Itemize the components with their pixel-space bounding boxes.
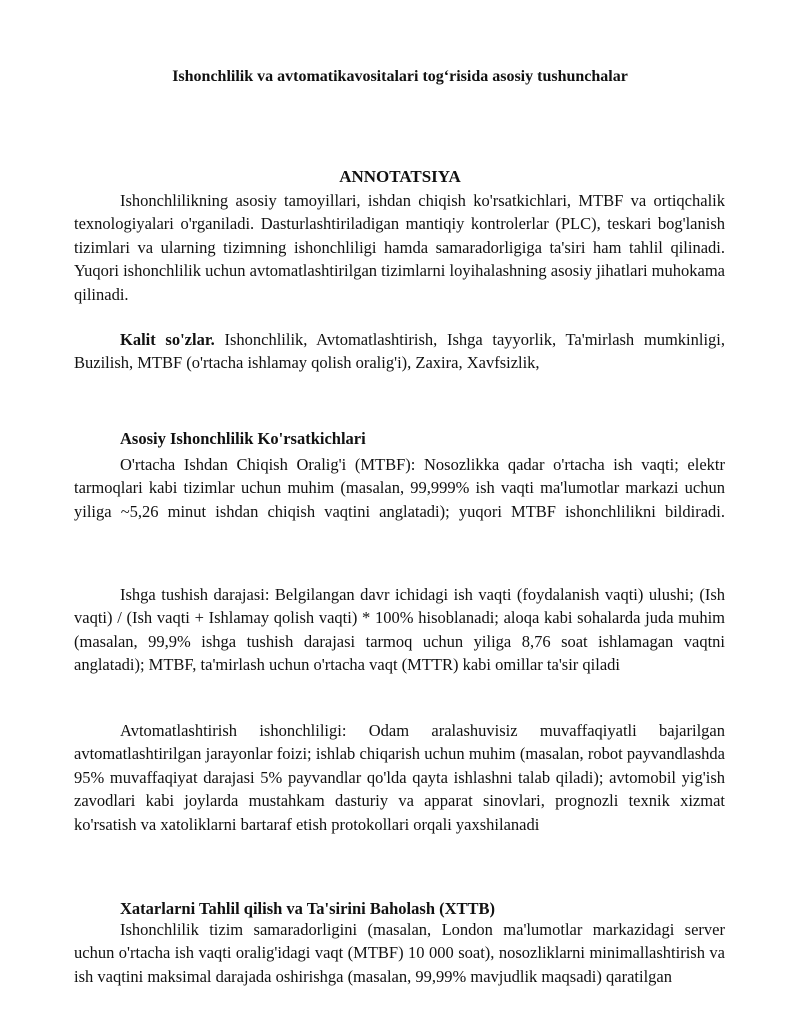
paragraph-mtbf: O'rtacha Ishdan Chiqish Oralig'i (MTBF): Nosozlikka qadar o'rtacha ish vaqti; elektr tarmoqlari kabi tizimlar uchun muhim (masalan, 99,999% ish vaqti ma'lumotlar markazi uchun yiliga ~5,26 minut ishdan chiqish vaqtini anglatadi); yuqori MTBF ishonchlilikni bildiradi. [74,455,725,521]
keywords-text: Ishonchlilik, Avtomatlashtirish, Ishga tayyorlik, Ta'mirlash mumkinligi, Buzilish, MTBF (o'rtacha ishlamay qolish oralig'i), Zaxira, Xavfsizlik, [74,330,725,373]
paragraph-availability: Ishga tushish darajasi: Belgilangan davr ichidagi ish vaqti (foydalanish vaqti) ulushi; (Ish vaqti) / (Ish vaqti + Ishlamay qolish vaqti) * 100% hisoblanadi; aloqa kabi sohalarda juda muhim (masalan, 99,9% ishga tushish darajasi tarmoq uchun yiliga 8,76 soat ishlamagan vaqtni anglatadi); MTBF, ta'mirlash uchun o'rtacha vaqt (MTTR) kabi omillar ta'sir qiladi [74,585,725,675]
keywords-paragraph [74,328,725,375]
paragraph-automation-reliability: Avtomatlashtirish ishonchliligi: Odam aralashuvisiz muvaffaqiyatli bajarilgan avtomatlashtirilgan jarayonlar foizi; ishlab chiqarish uchun muhim (masalan, robot payvandlashda 95% muvaffaqiyat darajasi 5% payvandlar qo'lda qayta ishlashni talab qiladi); avtomobil yig'ish zavodlari kabi joylarda mustahkam dasturiy va apparat sinovlari, prognozli texnik xizmat ko'rsatish va xatoliklarni bartaraf etish protokollari orqali yaxshilanadi [74,721,725,834]
keywords-label: Kalit so'zlar. [120,330,215,349]
annotation-paragraph: Ishonchlilikning asosiy tamoyillari, ishdan chiqish ko'rsatkichlari, MTBF va ortiqchalik texnologiyalari o'rganiladi. Dasturlashtiriladigan mantiqiy kontrolerlar (PLC), teskari bog'lanish tizimlari va ularning tizimning ishonchliligi hamda samaradorligiga ta'siri ham tahlil qilinadi. Yuqori ishonchlilik uchun avtomatlashtirilgan tizimlarni loyihalashning asosiy jihatlari muhokama qilinadi. [74,191,725,304]
paragraph-risk-analysis: Ishonchlilik tizim samaradorligini (masalan, London ma'lumotlar markazidagi server uchun o'rtacha ish vaqti oralig'idagi vaqt (MTBF) 10 000 soat), nosozliklarni minimallashtirish va ish vaqtini maksimal darajada oshirishga (masalan, 99,99% mavjudlik maqsadi) qaratilgan [74,920,725,986]
annotation-heading: ANNOTATSIYA [339,167,461,186]
section-heading-risk-analysis: Xatarlarni Tahlil qilish va Ta'sirini Baholash (XTTB) [120,899,496,918]
section-heading-reliability-metrics: Asosiy Ishonchlilik Ko'rsatkichlari [120,429,366,448]
document-title: Ishonchlilik va avtomatikavositalari tog‘risida asosiy tushunchalar [172,68,628,85]
